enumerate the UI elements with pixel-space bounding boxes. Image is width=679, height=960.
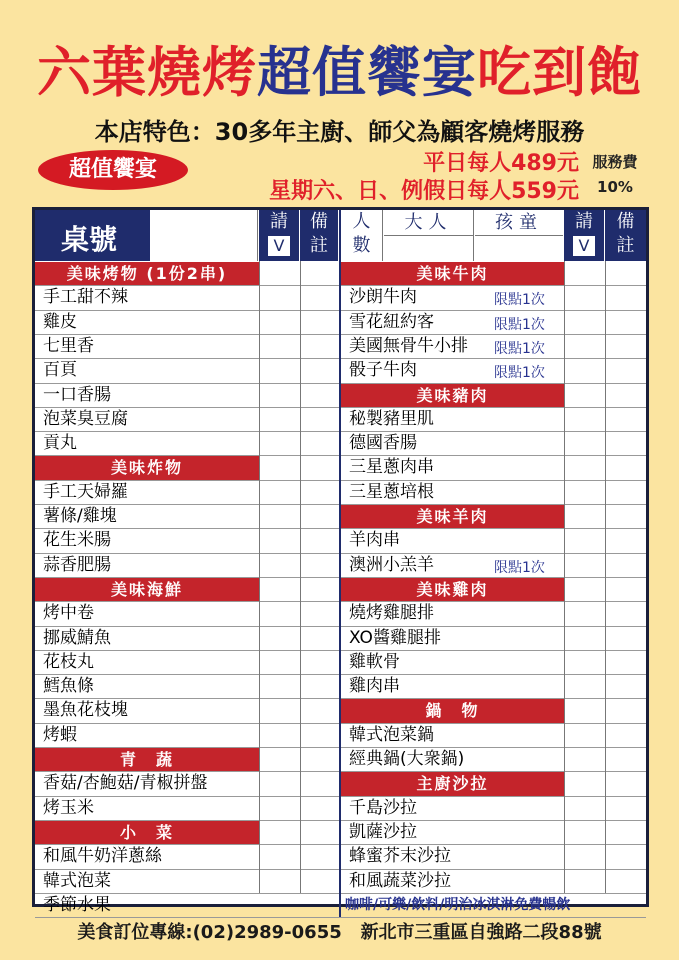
left-category-header: 小 菜 <box>35 821 259 844</box>
service-fee-value: 10% <box>597 178 633 196</box>
left-category-header: 美味烤物 (1份2串) <box>35 262 259 285</box>
center-divider <box>339 210 341 917</box>
left-menu-item: 薯條/雞塊 <box>43 506 117 526</box>
right-menu-item: 韓式泡菜鍋 <box>349 724 434 745</box>
left-check-cell[interactable] <box>259 530 298 550</box>
check-left-text: V <box>268 236 290 256</box>
table-no-label: 桌號 <box>61 223 118 256</box>
left-check-cell[interactable] <box>259 846 298 866</box>
left-menu-item: 韓式泡菜 <box>43 870 111 891</box>
table-no-header <box>35 210 150 261</box>
note-right-text2: 註 <box>616 235 635 256</box>
right-menu-item: 蜂蜜芥末沙拉 <box>349 846 451 867</box>
left-menu-item: 墨魚花枝塊 <box>43 700 128 721</box>
weekday-price: 平日每人489元 <box>423 151 579 176</box>
left-menu-item: 烤中卷 <box>43 603 94 624</box>
left-menu-item: 貢丸 <box>43 433 77 454</box>
left-category-header: 青 蔬 <box>35 748 259 771</box>
right-check-cell[interactable] <box>564 846 603 866</box>
right-check-cell[interactable] <box>564 725 603 745</box>
page-title <box>0 30 679 107</box>
right-menu-item: 三星蔥肉串 <box>349 457 434 478</box>
right-menu-item: XO醬雞腿排 <box>349 627 441 648</box>
left-menu-item: 鱈魚條 <box>43 676 94 697</box>
right-menu-item: 沙朗牛肉 <box>349 287 417 308</box>
request-right-header <box>564 210 604 261</box>
right-check-cell[interactable] <box>564 287 603 307</box>
people-header <box>341 210 383 261</box>
left-menu-item: 香菇/杏鮑菇/青椒拼盤 <box>43 773 208 794</box>
left-check-cell[interactable] <box>259 336 298 356</box>
column-divider <box>259 261 260 893</box>
right-menu-item: 三星蔥培根 <box>349 481 434 502</box>
right-menu-item: 秘製豬里肌 <box>349 408 434 429</box>
left-check-cell[interactable] <box>259 652 298 672</box>
right-menu-item: 雞肉串 <box>349 676 400 697</box>
left-menu-item: 手工天婦羅 <box>43 481 128 502</box>
right-check-cell[interactable] <box>564 433 603 453</box>
left-check-cell[interactable] <box>259 676 298 696</box>
right-check-cell[interactable] <box>564 603 603 623</box>
right-menu-item: 千島沙拉 <box>349 797 417 818</box>
note-right-header <box>605 210 646 261</box>
child-header: 孩童 <box>475 210 563 236</box>
right-category-header: 鍋 物 <box>341 699 564 722</box>
left-check-cell[interactable] <box>259 409 298 429</box>
right-menu-item: 雪花紐約客 <box>349 311 434 332</box>
left-menu-item: 百頁 <box>43 360 77 381</box>
left-menu-item: 和風牛奶洋蔥絲 <box>43 846 162 867</box>
left-check-cell[interactable] <box>259 798 298 818</box>
limit-once-note: 限點1次 <box>494 340 545 357</box>
right-category-header: 主廚沙拉 <box>341 772 564 795</box>
left-check-cell[interactable] <box>259 555 298 575</box>
right-check-cell[interactable] <box>564 871 603 891</box>
right-category-header: 美味雞肉 <box>341 578 564 601</box>
note-left-text: 備 <box>310 211 328 232</box>
left-menu-item: 花枝丸 <box>43 651 94 672</box>
left-check-cell[interactable] <box>259 773 298 793</box>
free-drinks-note: 咖啡/可樂/飲料/明治冰淇淋免費暢飲 <box>345 896 571 913</box>
limit-once-note: 限點1次 <box>494 365 545 382</box>
left-check-cell[interactable] <box>259 312 298 332</box>
left-menu-item: 手工甜不辣 <box>43 287 128 308</box>
limit-once-note: 限點1次 <box>494 559 545 576</box>
right-check-cell[interactable] <box>564 555 603 575</box>
right-check-cell[interactable] <box>564 360 603 380</box>
check-right-text: V <box>573 236 595 256</box>
note-left-text2: 註 <box>310 235 328 256</box>
left-menu-item: 七里香 <box>43 335 94 356</box>
column-divider <box>605 261 606 893</box>
limit-once-note: 限點1次 <box>494 292 545 309</box>
request-left-header <box>259 210 299 261</box>
title-part1: 六葉燒烤 <box>37 41 257 104</box>
right-menu-item: 骰子牛肉 <box>349 360 417 381</box>
right-check-cell[interactable] <box>564 749 603 769</box>
left-check-cell[interactable] <box>259 871 298 891</box>
left-menu-item: 花生米腸 <box>43 530 111 551</box>
right-menu-item: 雞軟骨 <box>349 651 400 672</box>
table-no-input[interactable] <box>150 210 258 261</box>
right-menu-item: 燒烤雞腿排 <box>349 603 434 624</box>
subtitle: 本店特色：30多年主廚、師父為顧客燒烤服務 <box>94 118 585 146</box>
note-left-header <box>300 210 338 261</box>
right-menu-item: 和風蔬菜沙拉 <box>349 870 451 891</box>
left-check-cell[interactable] <box>259 433 298 453</box>
left-check-cell[interactable] <box>259 725 298 745</box>
people-text2: 數 <box>352 235 371 256</box>
right-check-cell[interactable] <box>564 409 603 429</box>
left-menu-item: 季節水果 <box>43 894 111 915</box>
right-check-cell[interactable] <box>564 530 603 550</box>
service-fee-label: 服務費 <box>592 153 638 171</box>
people-text: 人 <box>352 211 371 232</box>
request-left-text: 請 <box>270 211 288 232</box>
right-check-cell[interactable] <box>564 457 603 477</box>
right-category-header: 美味牛肉 <box>341 262 564 285</box>
left-check-cell[interactable] <box>259 385 298 405</box>
right-category-header: 美味豬肉 <box>341 384 564 407</box>
limit-once-note: 限點1次 <box>494 316 545 333</box>
left-check-cell[interactable] <box>259 287 298 307</box>
request-right-text: 請 <box>575 211 593 232</box>
value-feast-badge: 超值饗宴 <box>38 150 188 190</box>
left-menu-item: 泡菜臭豆腐 <box>43 408 128 429</box>
left-check-cell[interactable] <box>259 603 298 623</box>
right-menu-item: 經典鍋(大衆鍋) <box>349 749 465 769</box>
note-right-text: 備 <box>616 211 635 232</box>
left-menu-item: 一口香腸 <box>43 384 111 405</box>
title-part2: 超值饗宴 <box>257 41 477 104</box>
right-check-cell[interactable] <box>564 628 603 648</box>
right-check-cell[interactable] <box>564 822 603 842</box>
right-menu-item: 羊肉串 <box>349 530 400 551</box>
right-category-header: 美味羊肉 <box>341 505 564 528</box>
right-menu-item: 澳洲小羔羊 <box>349 554 434 575</box>
right-check-cell[interactable] <box>564 676 603 696</box>
left-category-header: 美味炸物 <box>35 456 259 479</box>
column-divider <box>300 261 301 893</box>
right-check-cell[interactable] <box>564 312 603 332</box>
left-check-cell[interactable] <box>259 628 298 648</box>
adult-count-input[interactable] <box>384 236 474 261</box>
left-check-cell[interactable] <box>259 482 298 502</box>
left-menu-item: 烤蝦 <box>43 724 77 745</box>
right-menu-item: 德國香腸 <box>349 433 417 454</box>
left-check-cell[interactable] <box>259 700 298 720</box>
footer <box>0 918 679 944</box>
left-menu-item: 蒜香肥腸 <box>43 554 111 575</box>
left-category-header: 美味海鮮 <box>35 578 259 601</box>
left-menu-item: 挪威鯖魚 <box>43 627 111 648</box>
left-menu-item: 烤玉米 <box>43 797 94 818</box>
store-address: 新北市三重區自強路二段88號 <box>360 922 602 943</box>
right-menu-item: 凱薩沙拉 <box>349 821 417 842</box>
column-divider <box>564 261 565 893</box>
left-check-cell[interactable] <box>259 360 298 380</box>
adult-header: 大人 <box>384 210 474 236</box>
title-part3: 吃到飽 <box>477 41 642 104</box>
reservation-phone: 美食訂位專線:(02)2989-0655 <box>77 922 342 943</box>
left-menu-item: 雞皮 <box>43 311 77 332</box>
left-check-cell[interactable] <box>259 895 298 915</box>
child-count-input[interactable] <box>475 236 563 261</box>
left-check-cell[interactable] <box>259 506 298 526</box>
right-check-cell[interactable] <box>564 482 603 502</box>
right-check-cell[interactable] <box>564 336 603 356</box>
right-check-cell[interactable] <box>564 652 603 672</box>
weekend-price: 星期六、日、例假日每人559元 <box>269 179 579 204</box>
right-check-cell[interactable] <box>564 798 603 818</box>
right-menu-item: 美國無骨牛小排 <box>349 335 468 356</box>
order-menu-table <box>32 207 649 915</box>
